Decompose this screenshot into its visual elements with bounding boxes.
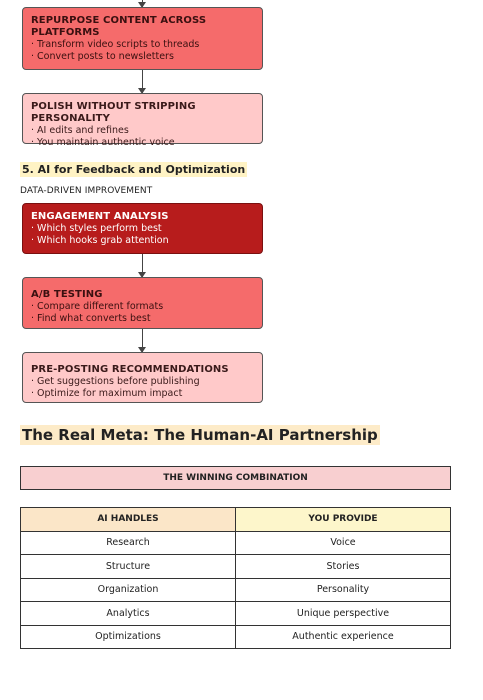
section-subheading: DATA-DRIVEN IMPROVEMENT	[20, 186, 153, 196]
box-bullet: · Which styles perform best	[31, 223, 162, 234]
box-title: A/B TESTING	[31, 289, 103, 300]
box-bullet: · Which hooks grab attention	[31, 235, 169, 246]
table-row	[21, 602, 451, 626]
table-cell: Organization	[21, 578, 236, 602]
box-bullet: · Transform video scripts to threads	[31, 39, 200, 50]
table-cell: Personality	[236, 578, 451, 602]
table-row	[21, 625, 451, 649]
ab-testing-box	[22, 277, 263, 329]
table-cell: Optimizations	[21, 625, 236, 649]
table-cell: Structure	[21, 555, 236, 579]
box-title: POLISH WITHOUT STRIPPING PERSONALITY	[31, 101, 196, 124]
table-header-row	[21, 508, 451, 532]
box-bullet: · Convert posts to newsletters	[31, 51, 174, 62]
box-bullet: · Compare different formats	[31, 301, 164, 312]
flow-arrow	[142, 329, 143, 352]
table-cell: Analytics	[21, 602, 236, 626]
combination-table	[20, 507, 451, 649]
box-bullet: · Get suggestions before publishing	[31, 376, 200, 387]
section-heading: 5. AI for Feedback and Optimization	[22, 163, 246, 176]
box-title-line: PLATFORMS	[31, 27, 100, 38]
pre-posting-box	[22, 352, 263, 403]
partnership-heading: The Real Meta: The Human-AI Partnership	[22, 426, 378, 444]
box-title: ENGAGEMENT ANALYSIS	[31, 211, 169, 222]
table-cell: Unique perspective	[236, 602, 451, 626]
table-cell: Voice	[236, 531, 451, 555]
table-row	[21, 555, 451, 579]
box-bullet: · Find what converts best	[31, 313, 151, 324]
table-row	[21, 578, 451, 602]
table-row	[21, 531, 451, 555]
column-header-you-provide: YOU PROVIDE	[236, 508, 451, 532]
flow-arrow	[142, 0, 143, 7]
box-title	[31, 15, 254, 39]
polish-box	[22, 93, 263, 148]
column-header-ai-handles: AI HANDLES	[21, 508, 236, 532]
table-cell: Research	[21, 531, 236, 555]
winning-combination-banner: THE WINNING COMBINATION	[20, 466, 451, 490]
engagement-analysis-box	[22, 203, 263, 254]
box-title-line: REPURPOSE CONTENT ACROSS	[31, 15, 207, 26]
table-cell: Stories	[236, 555, 451, 579]
flow-arrow	[142, 70, 143, 93]
flow-arrow	[142, 254, 143, 277]
box-title: PRE-POSTING RECOMMENDATIONS	[31, 364, 229, 375]
table-cell: Authentic experience	[236, 625, 451, 649]
box-bullet: · You maintain authentic voice	[31, 137, 175, 148]
box-bullet: · AI edits and refines	[31, 125, 129, 136]
repurpose-box	[22, 7, 263, 70]
box-bullet: · Optimize for maximum impact	[31, 388, 183, 399]
